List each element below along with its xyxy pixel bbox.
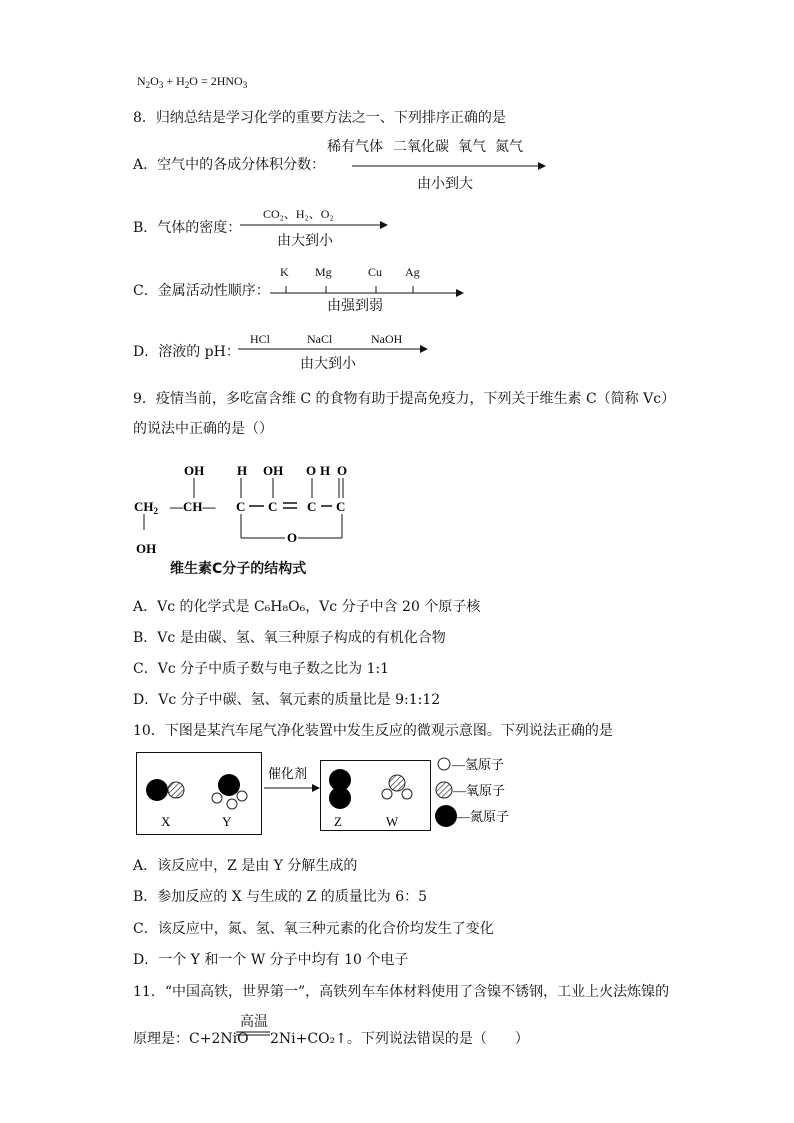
q8-a-item-2: 二氧化碳	[393, 139, 449, 155]
q10-option-a: A．该反应中，Z 是由 Y 分解生成的	[133, 858, 358, 874]
struct-ch: —CH—	[170, 499, 216, 514]
q8-c-item-2: Mg	[315, 265, 332, 279]
struct-top-o: O	[306, 463, 317, 478]
struct-ch2: CH	[134, 499, 154, 514]
svg-text:CH2	[134, 499, 159, 516]
q8-a-item-3: 氧气	[458, 139, 486, 155]
q11-prefix: 原理是：C+2NiO	[133, 1031, 249, 1047]
q8-d-arrow	[238, 343, 432, 355]
q8-option-d-label: D．溶液的 pH：	[133, 344, 240, 360]
q10-option-c: C．该反应中，氮、氢、氧三种元素的化合价均发生了变化	[133, 921, 494, 937]
y-nitrogen-atom	[218, 774, 240, 796]
q9-stem-line1: 9．疫情当前，多吃富含维 C 的食物有助于提高免疫力，下列关于维生素 C（简称 Vc）	[133, 391, 676, 407]
q10-option-d: D．一个 Y 和一个 W 分子中均有 10 个电子	[133, 952, 409, 968]
q8-option-b-label: B．气体的密度：	[133, 220, 242, 236]
struct-top-oh-2: OH	[263, 463, 284, 478]
struct-top-h2: H	[320, 463, 331, 478]
q9-option-a: A．Vc 的化学式是 C₆H₈O₆，Vc 分子中含 20 个原子核	[133, 599, 481, 615]
q11-condition: 高温	[240, 1014, 268, 1030]
q8-b-caption: 由大到小	[277, 233, 333, 249]
q8-a-arrow	[352, 160, 548, 172]
legend-nitrogen-label: —氮原子	[457, 809, 510, 824]
q10-option-b: B．参加反应的 X 与生成的 Z 的质量比为 6：5	[133, 889, 428, 905]
catalyst-label: 催化剂	[268, 766, 308, 781]
y-hydrogen-atom-1	[212, 793, 222, 803]
label-w: W	[386, 814, 399, 829]
struct-c-2: C	[268, 499, 278, 514]
legend-hydrogen-label: —氢原子	[452, 757, 505, 772]
q11-equals-sign	[236, 1031, 270, 1037]
z-nitrogen-atom-2	[329, 787, 351, 809]
struct-ring-o: O	[287, 530, 298, 545]
struct-top-o2: O	[337, 463, 348, 478]
q10-reaction-diagram	[136, 752, 536, 836]
struct-bottom-oh: OH	[136, 541, 157, 556]
legend-hydrogen-icon	[438, 758, 450, 770]
struct-top-h: H	[237, 463, 248, 478]
legend-oxygen-label: —氧原子	[453, 783, 506, 798]
q8-c-caption: 由强到弱	[327, 298, 383, 314]
struct-c-4: C	[336, 499, 346, 514]
q8-c-item-3: Cu	[368, 265, 383, 279]
x-oxygen-atom	[168, 782, 184, 798]
q8-d-item-1: HCl	[250, 332, 271, 346]
label-y: Y	[222, 814, 232, 829]
q10-stem: 10．下图是某汽车尾气净化装置中发生反应的微观示意图。下列说法正确的是	[133, 723, 613, 739]
struct-c-3: C	[307, 499, 317, 514]
q11-stem-line1: 11．“中国高铁，世界第一”，高铁列车车体材料使用了含镍不锈钢，工业上火法炼镍的	[133, 984, 670, 1000]
q8-d-item-2: NaCl	[307, 332, 333, 346]
label-x: X	[161, 814, 171, 829]
q11-suffix: 2Ni+CO₂↑。下列说法错误的是（ ）	[270, 1031, 529, 1047]
w-oxygen-atom	[389, 775, 405, 791]
q8-b-items: CO₂、H₂、O₂	[263, 207, 334, 221]
q8-d-item-3: NaOH	[371, 332, 403, 346]
top-equation: $N_2O_3 + H_2O = 2HNO_3$	[137, 74, 248, 90]
q9-option-b: B．Vc 是由碳、氢、氧三种原子构成的有机化合物	[133, 630, 446, 646]
q9-option-d: D．Vc 分子中碳、氢、氧元素的质量比是 9:1:12	[133, 692, 441, 708]
struct-ch2-sub: 2	[153, 506, 158, 516]
q8-a-caption: 由小到大	[417, 176, 473, 192]
q8-option-c-label: C．金属活动性顺序：	[133, 283, 270, 299]
w-hydrogen-atom-1	[382, 789, 392, 799]
q9-option-c: C．Vc 分子中质子数与电子数之比为 1:1	[133, 661, 390, 677]
q8-stem: 8．归纳总结是学习化学的重要方法之一、下列排序正确的是	[133, 110, 506, 126]
y-hydrogen-atom-2	[227, 799, 237, 809]
w-hydrogen-atom-2	[402, 789, 412, 799]
label-z: Z	[334, 814, 342, 829]
q8-a-item-4: 氮气	[495, 139, 523, 155]
vitamin-c-caption: 维生素C分子的结构式	[170, 561, 307, 577]
struct-top-oh-1: OH	[184, 463, 205, 478]
q8-option-a-label: A．空气中的各成分体积分数：	[133, 157, 326, 173]
q8-c-item-1: K	[280, 265, 289, 279]
struct-c-1: C	[236, 499, 246, 514]
y-hydrogen-atom-3	[237, 791, 247, 801]
vitamin-c-structure	[130, 458, 360, 558]
q8-c-item-4: Ag	[405, 265, 420, 279]
x-nitrogen-atom	[146, 779, 168, 801]
q8-b-arrow	[240, 219, 390, 231]
q8-d-caption: 由大到小	[300, 356, 356, 372]
q8-a-item-1: 稀有气体	[327, 139, 383, 155]
legend-oxygen-icon	[436, 782, 452, 798]
legend-nitrogen-icon	[435, 805, 457, 827]
q9-stem-line2: 的说法中正确的是（）	[133, 421, 273, 437]
